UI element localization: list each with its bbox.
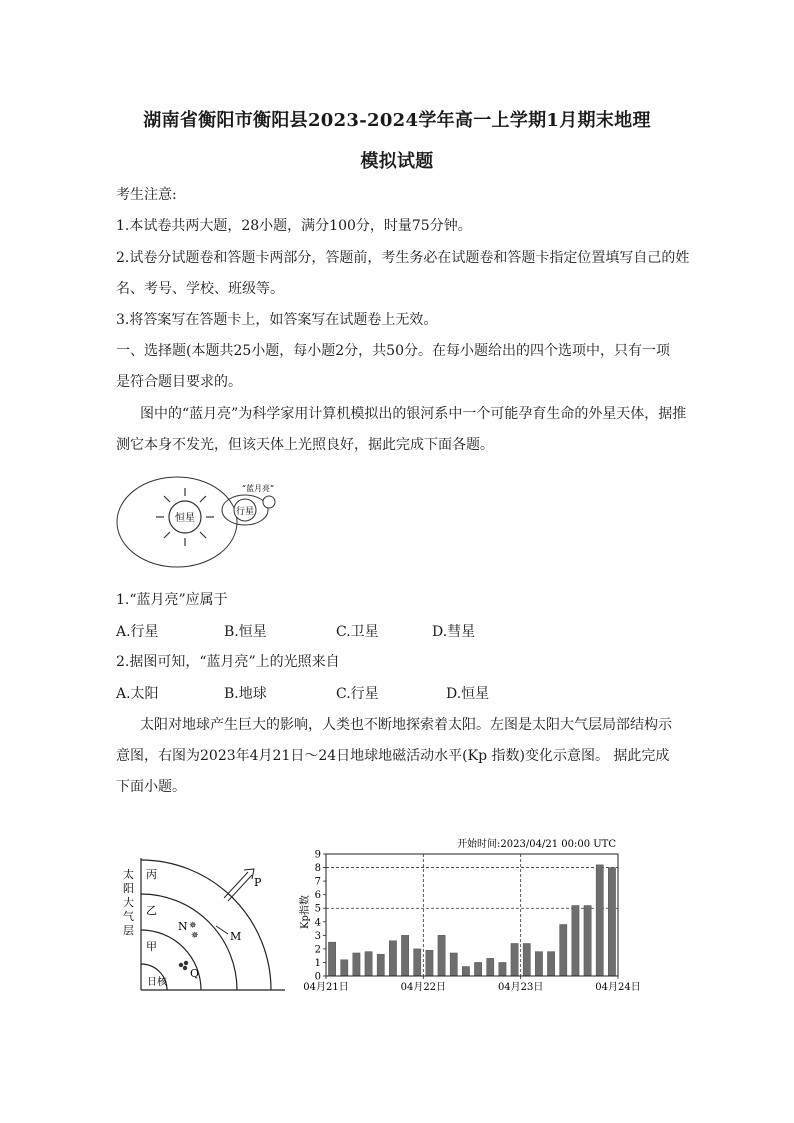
passage1-line1: 图中的“蓝月亮”为科学家用计算机模拟出的银河系中一个可能孕育生命的外星天体，据推 bbox=[140, 406, 687, 422]
kp-bar bbox=[584, 906, 591, 976]
flare-symbol-icon: ✵ bbox=[189, 921, 197, 931]
kp-bar bbox=[450, 953, 457, 976]
kp-bar bbox=[438, 935, 445, 976]
section1-line2: 是符合题目要求的。 bbox=[116, 374, 242, 390]
kp-bar bbox=[353, 953, 360, 976]
kp-index-chart bbox=[296, 834, 641, 994]
passage1-line2: 测它本身不发光，但该天体上光照良好，据此完成下面各题。 bbox=[116, 437, 494, 453]
point-n: N bbox=[178, 920, 188, 933]
q1-options bbox=[116, 621, 682, 641]
side-label-char: 气 bbox=[123, 910, 134, 923]
q2-options bbox=[116, 683, 682, 703]
q1-option-b[interactable]: B.恒星 bbox=[224, 624, 267, 640]
flare-symbol-icon: ✵ bbox=[191, 931, 199, 941]
kp-bar bbox=[487, 958, 494, 976]
side-label-char: 阳 bbox=[123, 882, 134, 895]
chart-x-ticks bbox=[303, 976, 640, 993]
kp-bar bbox=[523, 943, 530, 976]
passage2-line2: 意图，右图为2023年4月21日～24日地球地磁活动水平(Kp 指数)变化示意图。 据此完成 bbox=[116, 748, 670, 764]
kp-bar bbox=[426, 950, 433, 976]
passage2-line3: 下面小题。 bbox=[116, 779, 186, 795]
layer-label-core: 日核 bbox=[147, 977, 167, 988]
y-tick-label: 7 bbox=[314, 876, 321, 888]
blue-moon-label: “蓝月亮” bbox=[241, 484, 275, 493]
layer-label-yi: 乙 bbox=[146, 904, 157, 917]
point-p: P bbox=[254, 876, 262, 889]
exam-title-line2: 模拟试题 bbox=[360, 151, 434, 172]
q1-option-a[interactable]: A.行星 bbox=[116, 624, 159, 640]
kp-bar bbox=[401, 935, 408, 976]
kp-bar bbox=[560, 924, 567, 976]
side-label-char: 层 bbox=[123, 924, 134, 937]
notice-item-3: 3.将答案写在答题卡上，如答案写在试题卷上无效。 bbox=[116, 312, 438, 328]
kp-bar bbox=[365, 952, 372, 976]
section1-line1: 一、选择题(本题共25小题，每小题2分，共50分。在每小题给出的四个选项中，只有一项 bbox=[116, 343, 670, 359]
kp-bar bbox=[608, 868, 615, 976]
y-tick-label: 9 bbox=[314, 849, 321, 861]
y-tick-label: 8 bbox=[314, 863, 321, 875]
star-label: 恒星 bbox=[175, 513, 195, 524]
passage2-line1: 太阳对地球产生巨大的影响，人类也不断地探索着太阳。左图是太阳大气层局部结构示 bbox=[140, 717, 672, 733]
exam-title-line1: 湖南省衡阳市衡阳县2023-2024学年高一上学期1月期末地理 bbox=[143, 110, 651, 131]
x-tick-label: 04月23日 bbox=[497, 982, 544, 993]
q2-option-a[interactable]: A.太阳 bbox=[116, 686, 159, 702]
y-tick-label: 4 bbox=[314, 917, 321, 929]
layer-label-jia: 甲 bbox=[146, 940, 157, 953]
x-tick-label: 04月22日 bbox=[400, 982, 447, 993]
chart-bars bbox=[328, 865, 615, 976]
layer-label-bing: 丙 bbox=[146, 868, 157, 881]
p-arrow bbox=[224, 869, 254, 901]
kp-bar bbox=[462, 967, 469, 976]
kp-bar bbox=[474, 962, 481, 976]
kp-bar bbox=[535, 952, 542, 976]
point-q: Q bbox=[190, 967, 200, 980]
y-tick-label: 1 bbox=[314, 957, 321, 969]
side-label bbox=[123, 867, 134, 937]
chart-title: 开始时间:2023/04/21 00:00 UTC bbox=[457, 839, 616, 850]
q1-option-c[interactable]: C.卫星 bbox=[336, 624, 379, 640]
chart-y-ticks bbox=[315, 850, 326, 983]
kp-bar bbox=[572, 906, 579, 976]
q2-option-c[interactable]: C.行星 bbox=[336, 686, 379, 702]
x-tick-label: 04月21日 bbox=[303, 982, 349, 993]
kp-bar bbox=[511, 943, 518, 976]
blue-moon-circle bbox=[263, 496, 275, 508]
y-axis-label: Kp指数 bbox=[300, 895, 311, 929]
kp-bar bbox=[499, 962, 506, 976]
y-tick-label: 5 bbox=[314, 903, 321, 915]
planet-label: 行星 bbox=[235, 507, 255, 517]
q1-stem: 1.“蓝月亮”应属于 bbox=[116, 592, 228, 608]
point-m: M bbox=[230, 930, 242, 943]
side-label-char: 太 bbox=[123, 868, 134, 881]
q2-stem: 2.据图可知，“蓝月亮”上的光照来自 bbox=[116, 654, 340, 670]
y-tick-label: 0 bbox=[314, 971, 321, 983]
kp-bar bbox=[328, 942, 335, 976]
notice-heading: 考生注意: bbox=[116, 187, 177, 203]
x-tick-label: 04月24日 bbox=[595, 982, 641, 993]
layer-boundary-bing bbox=[141, 860, 271, 990]
star-system-figure bbox=[112, 464, 292, 582]
kp-bar bbox=[389, 941, 396, 976]
kp-bar bbox=[341, 960, 348, 976]
side-label-char: 大 bbox=[123, 896, 134, 909]
q2-option-b[interactable]: B.地球 bbox=[224, 686, 267, 702]
solar-atmosphere-figure bbox=[120, 836, 290, 994]
kp-bar bbox=[377, 954, 384, 976]
kp-bar bbox=[596, 865, 603, 976]
notice-item-2a: 2.试卷分试题卷和答题卡两部分，答题前，考生务必在试题卷和答题卡指定位置填写自己的姓 bbox=[116, 250, 690, 266]
y-tick-label: 3 bbox=[314, 930, 321, 942]
q2-option-d[interactable]: D.恒星 bbox=[446, 686, 490, 702]
kp-bar bbox=[547, 952, 554, 976]
notice-item-1: 1.本试卷共两大题，28小题，满分100分，时量75分钟。 bbox=[116, 218, 472, 234]
q1-option-d[interactable]: D.彗星 bbox=[432, 624, 476, 640]
notice-item-2b: 名、考号、学校、班级等。 bbox=[116, 281, 284, 297]
y-tick-label: 2 bbox=[314, 944, 321, 956]
y-tick-label: 6 bbox=[314, 890, 321, 902]
sunspot-dots-icon bbox=[179, 961, 188, 970]
kp-bar bbox=[414, 949, 421, 976]
